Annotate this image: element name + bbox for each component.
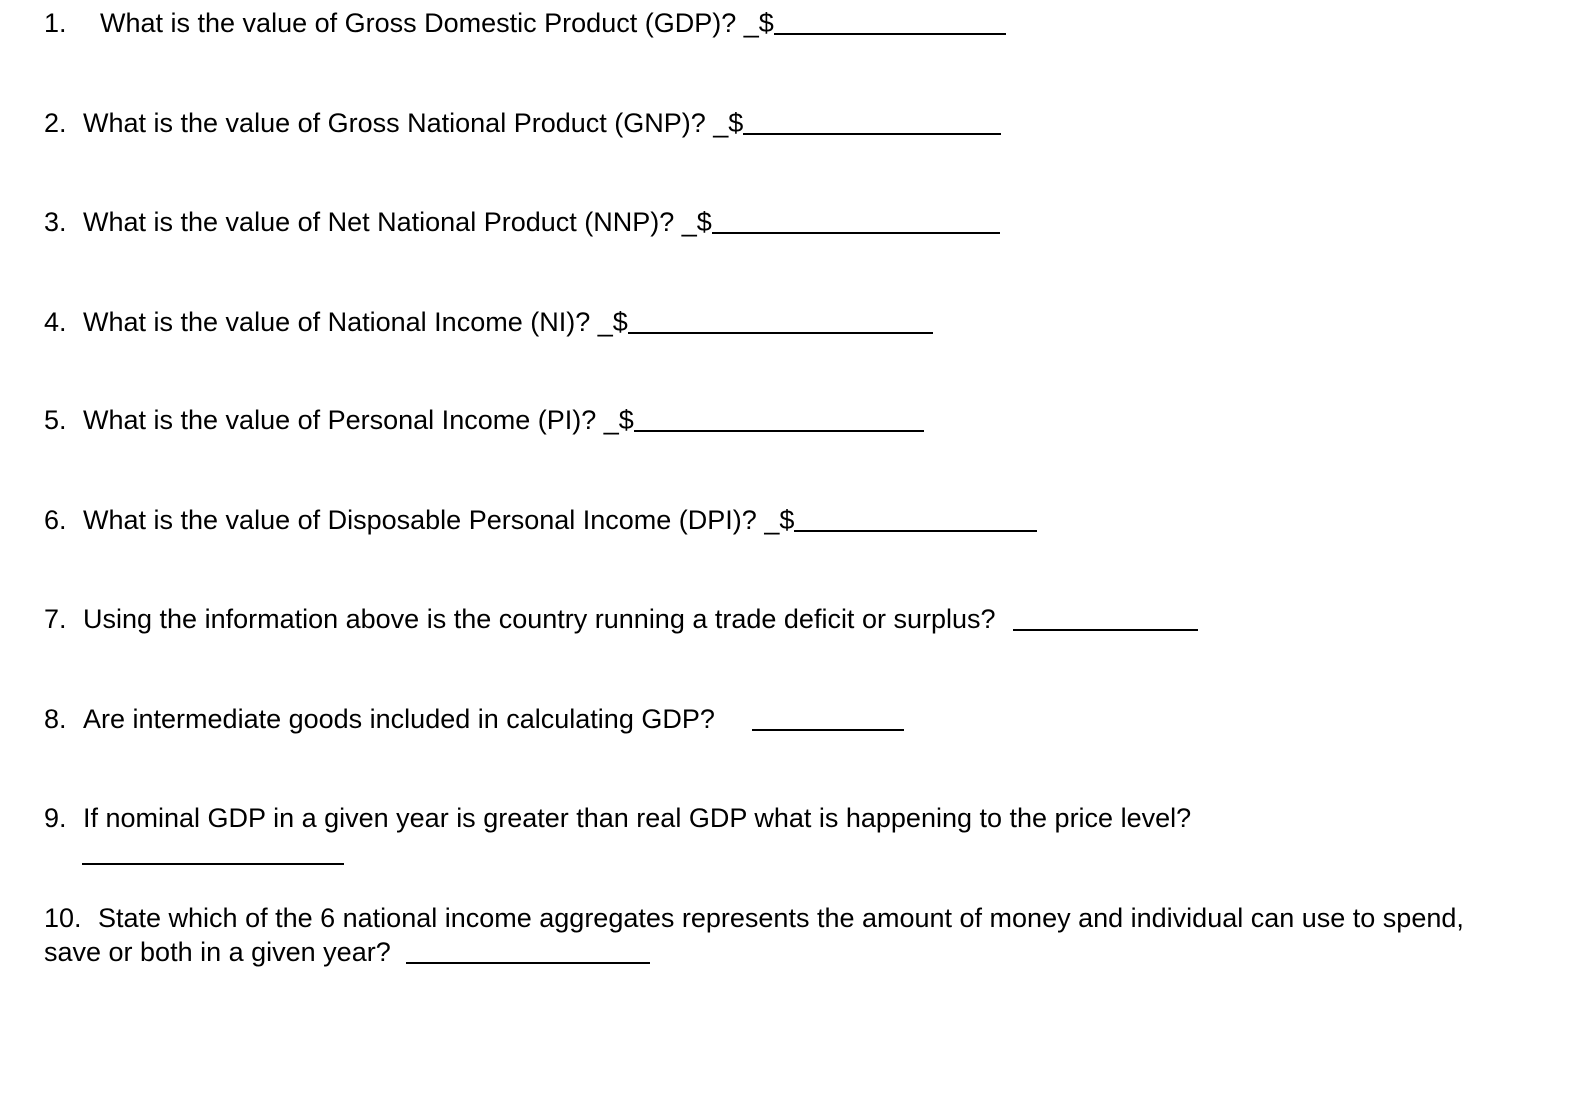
answer-blank[interactable] xyxy=(82,841,344,865)
question-text: What is the value of Disposable Personal Income (DPI)? xyxy=(83,505,757,535)
question-number: 8. xyxy=(44,704,67,734)
question-number: 4. xyxy=(44,307,67,337)
answer-blank[interactable] xyxy=(794,506,1037,532)
dollar-prefix: _$ xyxy=(597,307,628,337)
dollar-prefix: _$ xyxy=(603,405,634,435)
question-text: If nominal GDP in a given year is greater than real GDP what is happening to the price level? xyxy=(83,803,1192,833)
question-number: 9. xyxy=(44,803,67,833)
answer-blank[interactable] xyxy=(406,938,650,964)
question-text: Using the information above is the country running a trade deficit or surplus? xyxy=(83,604,996,634)
question-text: What is the value of Net National Product (NNP)? xyxy=(83,207,675,237)
question-text: Are intermediate goods included in calculating GDP? xyxy=(83,704,715,734)
answer-blank[interactable] xyxy=(743,109,1001,135)
question-number: 3. xyxy=(44,207,67,237)
question-number: 6. xyxy=(44,505,67,535)
question-2 xyxy=(44,107,1001,141)
question-text: State which of the 6 national income aggregates represents the amount of money and individual can use to spend, save or both in a given year? xyxy=(44,903,1464,967)
question-6 xyxy=(44,504,1037,538)
dollar-prefix: _$ xyxy=(713,108,744,138)
answer-blank[interactable] xyxy=(634,406,924,432)
question-text: What is the value of National Income (NI)? xyxy=(83,307,591,337)
question-3 xyxy=(44,206,1000,240)
dollar-prefix: _$ xyxy=(681,207,712,237)
question-number: 10. xyxy=(44,903,82,933)
question-number: 5. xyxy=(44,405,67,435)
question-1 xyxy=(44,7,1006,41)
answer-blank[interactable] xyxy=(628,308,933,334)
question-10 xyxy=(44,901,1524,969)
dollar-prefix: _$ xyxy=(743,8,774,38)
question-8 xyxy=(44,703,904,737)
question-4 xyxy=(44,306,933,340)
answer-blank[interactable] xyxy=(712,208,1000,234)
answer-blank[interactable] xyxy=(1013,605,1198,631)
question-number: 2. xyxy=(44,108,67,138)
question-number: 7. xyxy=(44,604,67,634)
question-9 xyxy=(44,802,1191,836)
question-number: 1. xyxy=(44,8,67,38)
answer-blank[interactable] xyxy=(752,705,904,731)
dollar-prefix: _$ xyxy=(764,505,795,535)
answer-blank[interactable] xyxy=(774,9,1006,35)
question-7 xyxy=(44,603,1198,637)
question-text: What is the value of Gross Domestic Product (GDP)? xyxy=(100,8,737,38)
question-5 xyxy=(44,404,924,438)
question-text: What is the value of Gross National Product (GNP)? xyxy=(83,108,706,138)
question-text: What is the value of Personal Income (PI)? xyxy=(83,405,597,435)
